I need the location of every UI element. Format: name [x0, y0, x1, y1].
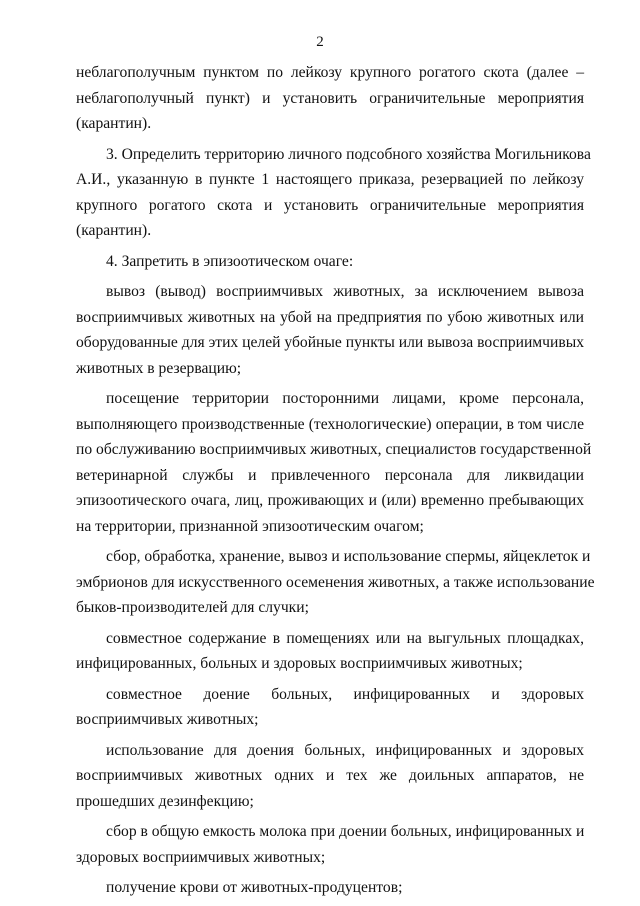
- text-line: использование для доения больных, инфицированных и здоровых: [106, 741, 584, 759]
- text-line: 3. Определить территорию личного подсобного хозяйства Могильникова: [106, 145, 591, 163]
- text-line: эпизоотического очага, лиц, проживающих и (или) временно пребывающих: [76, 492, 584, 509]
- text-line: (карантин).: [76, 222, 152, 239]
- text-line: здоровых восприимчивых животных;: [76, 848, 326, 866]
- page-number: 2: [316, 34, 324, 50]
- paragraph: [76, 626, 584, 677]
- text-line: ветеринарной службы и привлеченного персонала для ликвидации: [76, 466, 584, 484]
- text-line: сбор в общую емкость молока при доении больных, инфицированных и: [106, 823, 585, 840]
- text-line: восприимчивых животных;: [76, 711, 259, 728]
- paragraph: [76, 875, 584, 901]
- paragraph: [76, 386, 592, 539]
- paragraph: [76, 738, 584, 815]
- text-line: восприимчивых животных одних и тех же доильных аппаратов, не: [76, 767, 584, 784]
- text-line: быков-производителей для случки;: [76, 599, 309, 616]
- paragraph: [76, 142, 591, 244]
- paragraph: [76, 60, 584, 137]
- text-line: посещение территории посторонними лицами, кроме персонала,: [106, 390, 584, 407]
- text-line: неблагополучный пункт) и установить ограничительные мероприятия: [76, 89, 584, 107]
- paragraph: [76, 279, 584, 381]
- text-line: прошедших дезинфекцию;: [76, 792, 254, 810]
- text-line: по обслуживанию восприимчивых животных, специалистов государственной: [76, 441, 592, 458]
- text-line: выполняющего производственные (технологические) операции, в том числе: [76, 415, 584, 433]
- text-line: инфицированных, больных и здоровых восприимчивых животных;: [76, 655, 523, 672]
- paragraph: [76, 249, 584, 275]
- text-line: неблагополучным пунктом по лейкозу крупного рогатого скота (далее –: [76, 64, 584, 81]
- text-line: получение крови от животных-продуцентов;: [106, 879, 403, 896]
- text-line: сбор, обработка, хранение, вывоз и использование спермы, яйцеклеток и: [106, 548, 591, 565]
- text-line: крупного рогатого скота и установить ограничительные мероприятия: [76, 196, 584, 214]
- text-line: животных в резервацию;: [76, 359, 242, 377]
- text-line: (карантин).: [76, 115, 152, 132]
- text-line: 4. Запретить в эпизоотическом очаге:: [106, 252, 354, 270]
- text-line: А.И., указанную в пункте 1 настоящего приказа, резервацией по лейкозу: [76, 171, 584, 188]
- text-line: эмбрионов для искусственного осеменения животных, а также использование: [76, 573, 595, 591]
- document-body: [76, 60, 595, 906]
- paragraph: [76, 544, 595, 621]
- text-line: совместное содержание в помещениях или на выгульных площадках,: [106, 629, 584, 647]
- paragraph: [76, 682, 584, 733]
- text-line: на территории, признанной эпизоотическим очагом;: [76, 517, 424, 535]
- text-line: совместное доение больных, инфицированных и здоровых: [106, 685, 584, 703]
- paragraph: [76, 819, 584, 870]
- text-line: восприимчивых животных на убой на предприятия по убою животных или: [76, 308, 584, 326]
- text-line: вывоз (вывод) восприимчивых животных, за исключением вывоза: [106, 283, 584, 300]
- text-line: оборудованные для этих целей убойные пункты или вывоза восприимчивых: [76, 334, 584, 351]
